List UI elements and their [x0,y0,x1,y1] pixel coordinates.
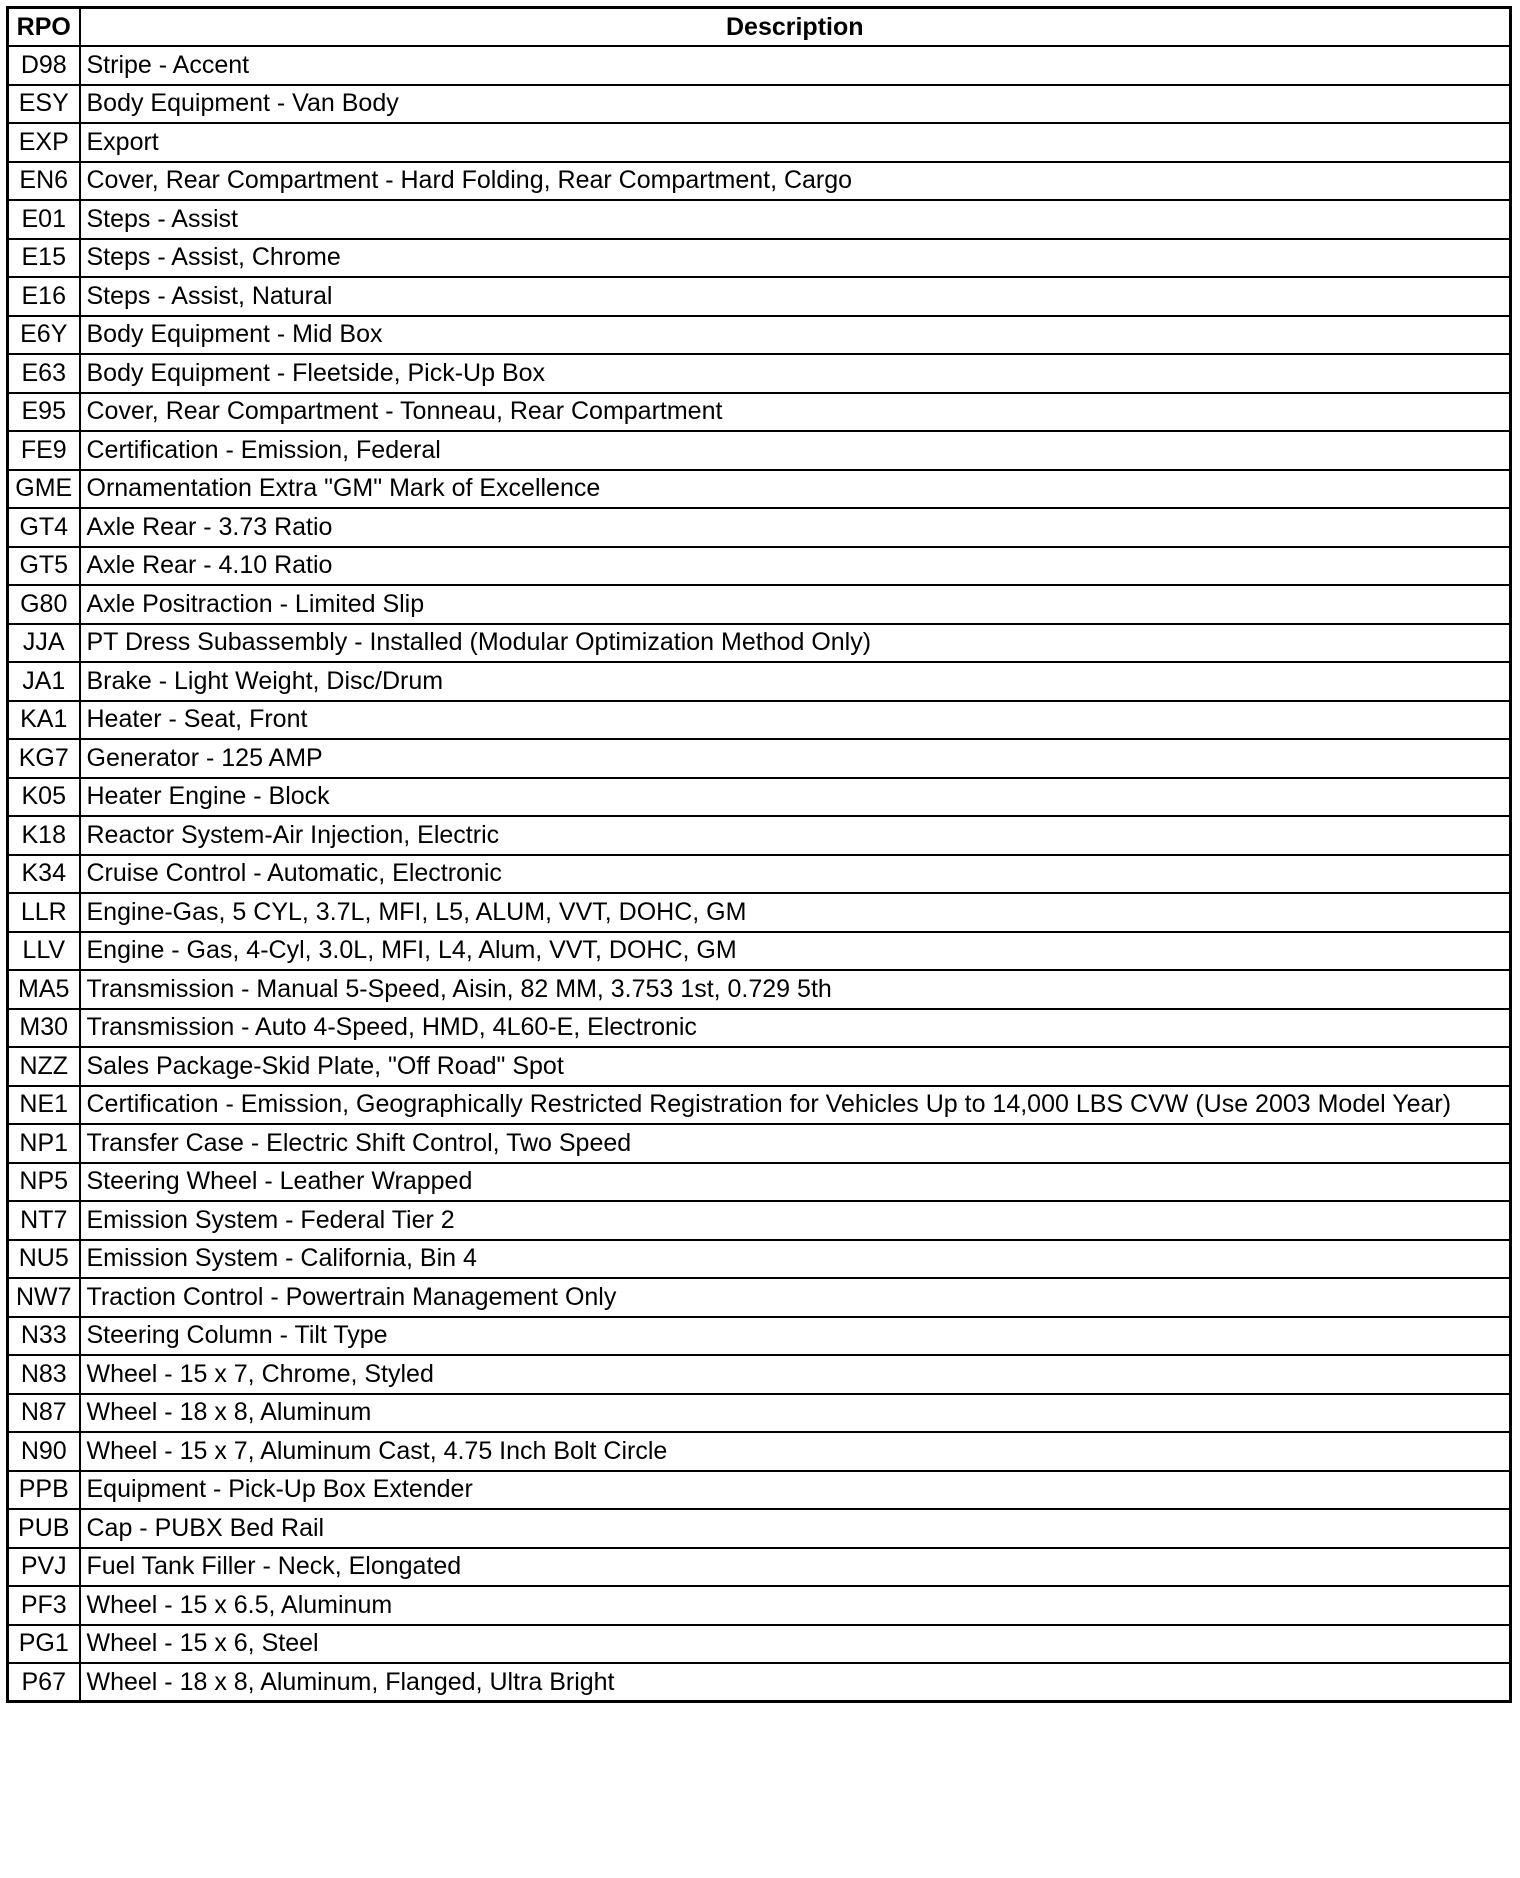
description-cell: Generator - 125 AMP [80,739,1511,778]
rpo-code-cell: NT7 [8,1201,80,1240]
table-header [8,8,1511,47]
rpo-code-cell: PPB [8,1471,80,1510]
rpo-code-cell: E6Y [8,316,80,355]
table-row [8,1201,1511,1240]
rpo-code-cell: E01 [8,200,80,239]
description-cell: Body Equipment - Fleetside, Pick-Up Box [80,354,1511,393]
description-cell: Sales Package-Skid Plate, "Off Road" Spot [80,1047,1511,1086]
table-row [8,1355,1511,1394]
description-cell: Stripe - Accent [80,46,1511,85]
description-cell: Fuel Tank Filler - Neck, Elongated [80,1548,1511,1587]
description-cell: Cover, Rear Compartment - Hard Folding, Rear Compartment, Cargo [80,162,1511,201]
description-cell: Cruise Control - Automatic, Electronic [80,855,1511,894]
rpo-code-cell: M30 [8,1009,80,1048]
description-cell: Steps - Assist, Natural [80,277,1511,316]
description-cell: Transmission - Manual 5-Speed, Aisin, 82 MM, 3.753 1st, 0.729 5th [80,970,1511,1009]
rpo-code-cell: GME [8,470,80,509]
description-cell: Export [80,123,1511,162]
rpo-code-cell: NU5 [8,1240,80,1279]
table-row [8,1663,1511,1702]
table-row [8,585,1511,624]
description-cell: Ornamentation Extra "GM" Mark of Excellence [80,470,1511,509]
rpo-code-cell: MA5 [8,970,80,1009]
column-header-description: Description [80,8,1511,47]
description-cell: Cap - PUBX Bed Rail [80,1509,1511,1548]
table-row [8,701,1511,740]
rpo-code-cell: NP5 [8,1163,80,1202]
table-row [8,1124,1511,1163]
description-cell: Steering Column - Tilt Type [80,1317,1511,1356]
table-row [8,200,1511,239]
table-row [8,1086,1511,1125]
description-cell: Axle Rear - 4.10 Ratio [80,547,1511,586]
table-row [8,1163,1511,1202]
description-cell: Wheel - 15 x 6, Steel [80,1625,1511,1664]
table-row [8,1047,1511,1086]
table-row [8,1278,1511,1317]
description-cell: Wheel - 15 x 7, Chrome, Styled [80,1355,1511,1394]
description-cell: Equipment - Pick-Up Box Extender [80,1471,1511,1510]
table-row [8,1586,1511,1625]
rpo-code-cell: PVJ [8,1548,80,1587]
rpo-code-cell: ESY [8,85,80,124]
rpo-code-cell: GT5 [8,547,80,586]
rpo-code-cell: E16 [8,277,80,316]
table-row [8,1509,1511,1548]
table-row [8,893,1511,932]
description-cell: Axle Positraction - Limited Slip [80,585,1511,624]
table-row [8,932,1511,971]
rpo-code-cell: PG1 [8,1625,80,1664]
rpo-code-cell: NZZ [8,1047,80,1086]
table-row [8,1548,1511,1587]
rpo-code-cell: FE9 [8,431,80,470]
rpo-code-cell: KA1 [8,701,80,740]
description-cell: Body Equipment - Mid Box [80,316,1511,355]
table-row [8,970,1511,1009]
rpo-code-cell: D98 [8,46,80,85]
table-body [8,46,1511,1702]
description-cell: Certification - Emission, Federal [80,431,1511,470]
description-cell: Body Equipment - Van Body [80,85,1511,124]
description-cell: Brake - Light Weight, Disc/Drum [80,662,1511,701]
description-cell: Engine-Gas, 5 CYL, 3.7L, MFI, L5, ALUM, VVT, DOHC, GM [80,893,1511,932]
rpo-code-cell: K05 [8,778,80,817]
rpo-code-cell: N33 [8,1317,80,1356]
table-row [8,123,1511,162]
rpo-code-cell: G80 [8,585,80,624]
description-cell: Reactor System-Air Injection, Electric [80,816,1511,855]
table-row [8,431,1511,470]
table-row [8,85,1511,124]
rpo-code-cell: KG7 [8,739,80,778]
description-cell: Engine - Gas, 4-Cyl, 3.0L, MFI, L4, Alum, VVT, DOHC, GM [80,932,1511,971]
rpo-code-cell: N83 [8,1355,80,1394]
rpo-code-cell: N87 [8,1394,80,1433]
rpo-code-cell: NE1 [8,1086,80,1125]
rpo-table [6,6,1512,1703]
rpo-code-cell: PUB [8,1509,80,1548]
rpo-code-cell: NW7 [8,1278,80,1317]
table-row [8,547,1511,586]
table-row [8,1432,1511,1471]
table-row [8,508,1511,547]
rpo-code-cell: K18 [8,816,80,855]
description-cell: Heater - Seat, Front [80,701,1511,740]
table-row [8,1009,1511,1048]
rpo-code-cell: LLV [8,932,80,971]
rpo-code-cell: P67 [8,1663,80,1702]
description-cell: Emission System - Federal Tier 2 [80,1201,1511,1240]
rpo-code-cell: PF3 [8,1586,80,1625]
rpo-code-cell: N90 [8,1432,80,1471]
description-cell: Wheel - 18 x 8, Aluminum, Flanged, Ultra Bright [80,1663,1511,1702]
description-cell: Heater Engine - Block [80,778,1511,817]
table-row [8,46,1511,85]
description-cell: Emission System - California, Bin 4 [80,1240,1511,1279]
rpo-code-cell: GT4 [8,508,80,547]
header-row [8,8,1511,47]
table-row [8,316,1511,355]
description-cell: Transfer Case - Electric Shift Control, Two Speed [80,1124,1511,1163]
table-row [8,277,1511,316]
table-row [8,662,1511,701]
table-row [8,1317,1511,1356]
description-cell: Axle Rear - 3.73 Ratio [80,508,1511,547]
description-cell: Wheel - 15 x 7, Aluminum Cast, 4.75 Inch Bolt Circle [80,1432,1511,1471]
table-row [8,470,1511,509]
table-row [8,855,1511,894]
rpo-code-cell: EN6 [8,162,80,201]
table-row [8,739,1511,778]
table-row [8,354,1511,393]
table-row [8,162,1511,201]
table-row [8,1471,1511,1510]
rpo-code-cell: E63 [8,354,80,393]
description-cell: Wheel - 18 x 8, Aluminum [80,1394,1511,1433]
column-header-rpo: RPO [8,8,80,47]
rpo-code-cell: K34 [8,855,80,894]
description-cell: Steps - Assist [80,200,1511,239]
table-row [8,624,1511,663]
table-row [8,239,1511,278]
table-row [8,393,1511,432]
table-row [8,778,1511,817]
description-cell: Cover, Rear Compartment - Tonneau, Rear Compartment [80,393,1511,432]
rpo-code-cell: JJA [8,624,80,663]
rpo-code-cell: E15 [8,239,80,278]
rpo-code-cell: E95 [8,393,80,432]
description-cell: Transmission - Auto 4-Speed, HMD, 4L60-E, Electronic [80,1009,1511,1048]
table-row [8,1394,1511,1433]
rpo-code-cell: NP1 [8,1124,80,1163]
rpo-code-cell: LLR [8,893,80,932]
description-cell: Wheel - 15 x 6.5, Aluminum [80,1586,1511,1625]
rpo-code-cell: EXP [8,123,80,162]
table-row [8,1625,1511,1664]
description-cell: PT Dress Subassembly - Installed (Modular Optimization Method Only) [80,624,1511,663]
table-row [8,1240,1511,1279]
description-cell: Traction Control - Powertrain Management Only [80,1278,1511,1317]
description-cell: Steering Wheel - Leather Wrapped [80,1163,1511,1202]
description-cell: Steps - Assist, Chrome [80,239,1511,278]
table-row [8,816,1511,855]
description-cell: Certification - Emission, Geographically Restricted Registration for Vehicles Up to 14,000 LBS CVW (Use 2003 Model Year) [80,1086,1511,1125]
rpo-code-cell: JA1 [8,662,80,701]
